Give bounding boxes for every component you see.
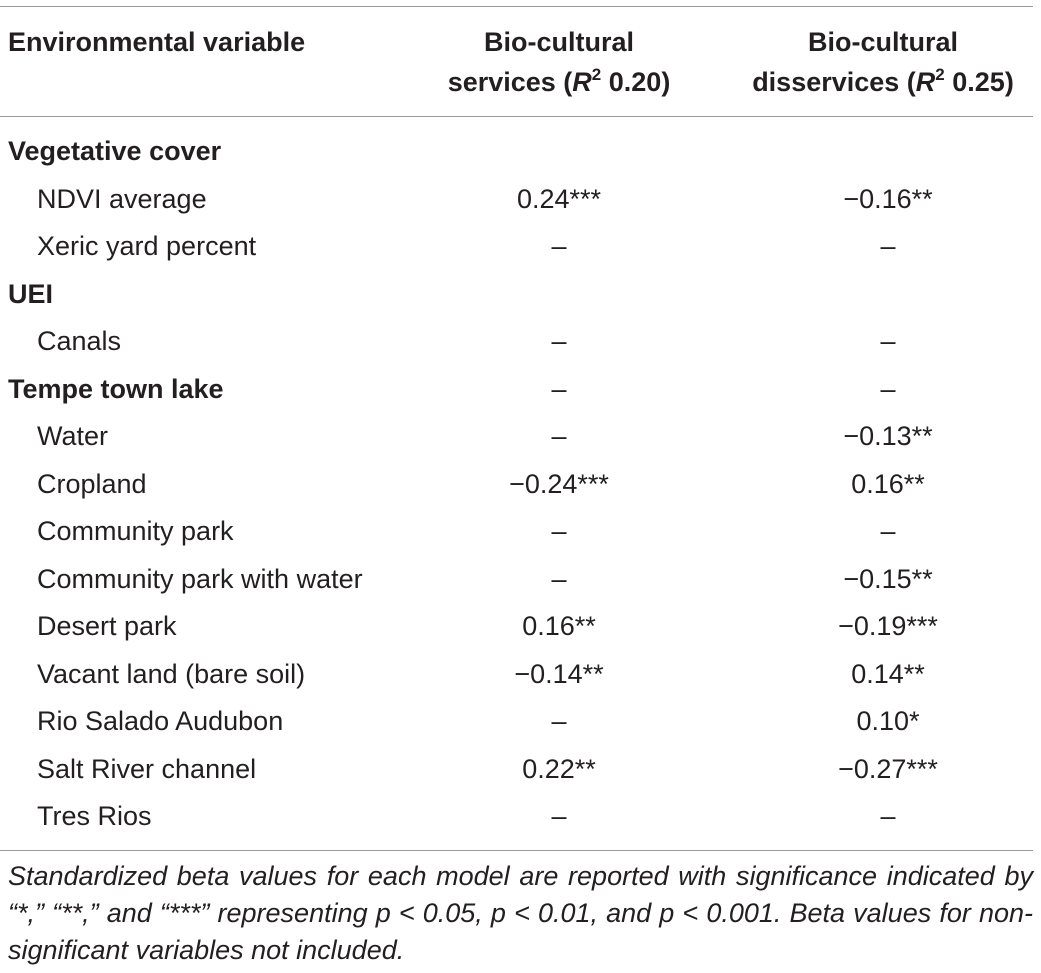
disservices-value: 0.10* [856, 706, 920, 736]
disservices-value: −0.15** [843, 563, 933, 594]
services-value: – [551, 326, 567, 356]
row-variable-name: Desert park [37, 611, 177, 641]
header-services-sup: 2 [591, 65, 602, 84]
header-services-line1: Bio-cultural [483, 27, 634, 57]
row-variable-name: Water [37, 421, 109, 451]
table-group-row [0, 128, 1041, 176]
table-group-row [0, 271, 1041, 319]
disservices-value: – [880, 516, 896, 546]
table-row [0, 603, 1041, 651]
row-variable-name: Community park [37, 516, 234, 546]
row-variable-name: Cropland [37, 468, 147, 499]
table-body [0, 128, 1041, 841]
disservices-value: 0.14** [851, 658, 925, 689]
table-row [0, 793, 1041, 841]
bottom-rule [0, 850, 1033, 851]
disservices-value: 0.16** [851, 468, 925, 499]
table-row [0, 223, 1041, 271]
header-rule [0, 116, 1033, 117]
header-disservices-pre: disservices ( [752, 67, 916, 97]
row-variable-name: Vegetative cover [8, 136, 222, 166]
header-disservices-line2 [718, 62, 1041, 102]
table-row [0, 508, 1041, 556]
services-value: 0.22** [522, 753, 596, 784]
header-bio-cultural-disservices [718, 22, 1041, 102]
table-footnote: Standardized beta values for each model are reported with significance indicated by “*,” “**,” and “***” representing p < 0.05, p < 0.01, and p < 0.001. Beta values for non-significant variables not included. [8, 861, 1033, 965]
header-services-post: 0.20) [601, 67, 671, 97]
header-environmental-variable: Environmental variable [8, 27, 306, 57]
row-variable-name: Xeric yard percent [37, 231, 257, 261]
services-value: – [551, 706, 567, 736]
services-value: – [551, 516, 567, 546]
services-value: – [551, 231, 567, 261]
table-group-row [0, 366, 1041, 414]
row-variable-name: Salt River channel [37, 753, 257, 784]
row-variable-name: UEI [8, 278, 54, 309]
services-value: −0.14** [514, 658, 604, 689]
disservices-value: – [880, 801, 896, 831]
services-value: 0.24*** [516, 183, 602, 214]
header-disservices-r: R [915, 67, 936, 97]
services-value: – [551, 563, 567, 594]
disservices-value: −0.16** [843, 183, 933, 214]
disservices-value: −0.19*** [838, 611, 938, 641]
row-variable-name: Rio Salado Audubon [37, 706, 284, 736]
header-services-pre: services ( [447, 67, 573, 97]
table-row [0, 413, 1041, 461]
header-bio-cultural-services [394, 22, 724, 102]
row-variable-name: Canals [37, 326, 122, 356]
disservices-value: – [880, 231, 896, 261]
header-disservices-line1: Bio-cultural [807, 27, 958, 57]
table-row [0, 746, 1041, 794]
row-variable-name: Vacant land (bare soil) [37, 658, 306, 689]
services-value: −0.24*** [509, 468, 609, 499]
row-variable-name: Tempe town lake [8, 373, 224, 404]
table-row [0, 461, 1041, 509]
top-rule [0, 6, 1033, 7]
disservices-value: −0.27*** [838, 753, 938, 784]
header-services-line2 [394, 62, 724, 102]
header-disservices-sup: 2 [935, 65, 945, 84]
table-row [0, 318, 1041, 366]
table-row [0, 176, 1041, 224]
services-value: – [551, 373, 567, 404]
table-row [0, 698, 1041, 746]
header-services-r: R [572, 67, 592, 97]
services-value: – [551, 801, 567, 831]
table-row [0, 651, 1041, 699]
services-value: 0.16** [522, 611, 596, 641]
row-variable-name: NDVI average [37, 183, 207, 214]
disservices-value: – [880, 373, 896, 404]
services-value: – [551, 421, 567, 451]
disservices-value: – [880, 326, 896, 356]
header-disservices-post: 0.25) [944, 67, 1014, 97]
row-variable-name: Tres Rios [37, 801, 152, 831]
row-variable-name: Community park with water [37, 563, 363, 594]
disservices-value: −0.13** [843, 421, 933, 451]
table-row [0, 556, 1041, 604]
